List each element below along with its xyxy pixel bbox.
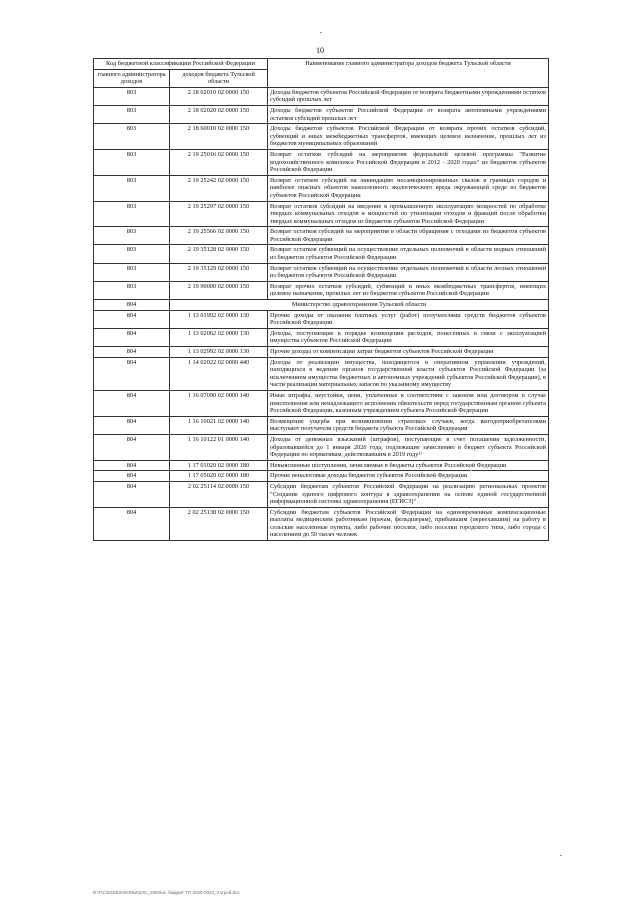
admin-code-cell: 803 bbox=[94, 245, 170, 263]
income-name-cell: Иные штрафы, неустойки, пени, уплаченные в соответствии с законом или договором в случае неисполнения или ненадлежащего исполнения обязательств перед государственным органом субъекта Российской Федерации, казенным учреждением субъекта Российской Федерации bbox=[268, 390, 549, 416]
table-row bbox=[94, 87, 549, 105]
table-row bbox=[94, 416, 549, 434]
table-row bbox=[94, 347, 549, 358]
income-name-cell: Прочие неналоговые доходы бюджетов субъектов Российской Федерации bbox=[268, 471, 549, 482]
income-code-cell: 1 17 05020 02 0000 180 bbox=[170, 471, 268, 482]
table-row bbox=[94, 471, 549, 482]
table-row bbox=[94, 124, 549, 150]
income-name-cell: Доходы бюджетов субъектов Российской Федерации от возврата прочих остатков субсидий, субвенций и иных межбюджетных трансфертов, имеющих целевое назначение, прошлых лет из бюджетов муниципальных образований bbox=[268, 124, 549, 150]
admin-code-cell: 803 bbox=[94, 105, 170, 123]
admin-code-cell: 803 bbox=[94, 149, 170, 175]
income-code-cell: 1 16 07090 02 0000 140 bbox=[170, 390, 268, 416]
income-name-cell: Прочие доходы от оказания платных услуг (работ) получателями средств бюджетов субъектов Российской Федерации bbox=[268, 310, 549, 328]
table-row bbox=[94, 357, 549, 390]
admin-code-cell: 804 bbox=[94, 357, 170, 390]
page-number: 10 bbox=[316, 46, 324, 55]
income-code-cell: 1 16 10021 02 0000 140 bbox=[170, 416, 268, 434]
income-code-cell: 2 19 25016 02 0000 150 bbox=[170, 149, 268, 175]
income-code-cell: 2 18 02010 02 0000 150 bbox=[170, 87, 268, 105]
kbk-header: Код бюджетной классификации Российской Федерации bbox=[94, 59, 268, 70]
admin-code-cell: 803 bbox=[94, 201, 170, 227]
table-row bbox=[94, 263, 549, 281]
scan-speck bbox=[320, 32, 322, 33]
admin-header: главного администратора доходов bbox=[94, 69, 170, 87]
income-name-cell: Возврат остатков субсидий на мероприятия федеральной целевой программы "Развитие водохозяйственного комплекса Российской Федерации в 2012 - 2020 годах" из бюджетов субъектов Российской Федерации bbox=[268, 149, 549, 175]
income-code-cell: 1 14 02022 02 0000 440 bbox=[170, 357, 268, 390]
admin-code-cell: 803 bbox=[94, 281, 170, 299]
income-name-cell: Возврат остатков субсидий на мероприятия в области обращения с отходами из бюджетов субъектов Российской Федерации bbox=[268, 227, 549, 245]
table-row bbox=[94, 281, 549, 299]
income-code-cell: 2 19 25566 02 0000 150 bbox=[170, 227, 268, 245]
table-body bbox=[94, 87, 549, 540]
admin-code-cell: 804 bbox=[94, 310, 170, 328]
income-code-cell: 1 13 02062 02 0000 130 bbox=[170, 328, 268, 346]
table-row bbox=[94, 149, 549, 175]
admin-code-cell: 804 bbox=[94, 416, 170, 434]
table-row bbox=[94, 434, 549, 460]
income-code-cell: 2 18 60010 02 0000 150 bbox=[170, 124, 268, 150]
table-row bbox=[94, 481, 549, 507]
admin-code-cell: 804 bbox=[94, 347, 170, 358]
admin-code-cell: 803 bbox=[94, 227, 170, 245]
table-row bbox=[94, 310, 549, 328]
income-code-cell: 2 02 25138 02 0000 150 bbox=[170, 507, 268, 540]
income-name-cell: Доходы от реализации имущества, находящегося в оперативном управлении учреждений, находящихся в ведении органов государственной власти субъектов Российской Федерации (за исключением имущества бюджетных и автономных учреждений субъектов Российской Федерации), в части реализации материальных запасов по указанному имуществу bbox=[268, 357, 549, 390]
income-name-cell: Субсидии бюджетам субъектов Российской Федерации на реализацию региональных проектов "Создание единого цифрового контура в здравоохранении на основе единой государственной информационной системы здравоохранения (ЕГИСЗ)" bbox=[268, 481, 549, 507]
scan-speck bbox=[470, 470, 472, 471]
income-header: доходов бюджета Тульской области bbox=[170, 69, 268, 87]
section-heading-cell: Министерство здравоохранения Тульской области bbox=[170, 300, 549, 311]
table-row bbox=[94, 201, 549, 227]
income-code-cell: 1 13 01992 02 0000 130 bbox=[170, 310, 268, 328]
income-code-cell: 1 17 01020 02 0000 180 bbox=[170, 460, 268, 471]
income-code-cell: 2 18 02020 02 0000 150 bbox=[170, 105, 268, 123]
name-header: Наименование главного администратора доходов бюджета Тульской области bbox=[268, 59, 549, 88]
table-row bbox=[94, 328, 549, 346]
income-code-cell: 1 16 10122 01 0000 140 bbox=[170, 434, 268, 460]
table-row bbox=[94, 390, 549, 416]
table-row bbox=[94, 175, 549, 201]
income-name-cell: Возврат остатков субвенций на осуществление отдельных полномочий в области лесных отношений из бюджетов субъектов Российской Федерации bbox=[268, 263, 549, 281]
income-code-cell: 2 19 25297 02 0000 150 bbox=[170, 201, 268, 227]
income-code-cell: 2 19 90000 02 0000 150 bbox=[170, 281, 268, 299]
admin-code-cell: 804 bbox=[94, 300, 170, 311]
table-row bbox=[94, 507, 549, 540]
income-name-cell: Субсидии бюджетам субъектов Российской Федерации на единовременные компенсационные выплаты медицинским работникам (врачам, фельдшерам), прибывшим (переехавшим) на работу в сельские населенные пункты, либо рабочие поселки, либо поселки городского типа, либо города с населением до 50 тысяч человек bbox=[268, 507, 549, 540]
income-name-cell: Прочие доходы от компенсации затрат бюджетов субъектов Российской Федерации bbox=[268, 347, 549, 358]
admin-code-cell: 803 bbox=[94, 124, 170, 150]
income-name-cell: Возврат остатков субсидий на введение в промышленную эксплуатацию мощностей по обработке твердых коммунальных отходов и мощностей по утилизации отходов и фракций после обработки твердых коммунальных отходов из бюджетов субъектов Российской Федерации bbox=[268, 201, 549, 227]
table-row bbox=[94, 460, 549, 471]
income-code-cell: 2 19 25242 02 0000 150 bbox=[170, 175, 268, 201]
revenue-classification-table bbox=[93, 58, 549, 541]
income-code-cell: 2 19 35128 02 0000 150 bbox=[170, 245, 268, 263]
admin-code-cell: 804 bbox=[94, 471, 170, 482]
admin-code-cell: 804 bbox=[94, 481, 170, 507]
income-name-cell: Невыясненные поступления, зачисляемые в бюджеты субъектов Российской Федерации bbox=[268, 460, 549, 471]
income-name-cell: Возврат остатков субсидий на ликвидацию несанкционированных свалок в границах городов и наиболее опасных объектов накопленного экологического вреда окружающей среде из бюджетов субъектов Российской Федерации bbox=[268, 175, 549, 201]
admin-code-cell: 804 bbox=[94, 507, 170, 540]
income-name-cell: Доходы бюджетов субъектов Российской Федерации от возврата автономными учреждениями остатков субсидий прошлых лет bbox=[268, 105, 549, 123]
admin-code-cell: 804 bbox=[94, 460, 170, 471]
file-path-footer: D:\Г\С\2020\ЗАКОНЫ\ЗАС_1902\ок. бюджет ТО 2020-2022_3 кгрэб.doc bbox=[93, 890, 240, 895]
admin-code-cell: 804 bbox=[94, 434, 170, 460]
admin-code-cell: 803 bbox=[94, 87, 170, 105]
income-name-cell: Возврат остатков субвенций на осуществление отдельных полномочий в области водных отношений из бюджетов субъектов Российской Федерации bbox=[268, 245, 549, 263]
income-code-cell: 1 13 02992 02 0000 130 bbox=[170, 347, 268, 358]
table-row bbox=[94, 105, 549, 123]
admin-code-cell: 804 bbox=[94, 390, 170, 416]
admin-code-cell: 803 bbox=[94, 263, 170, 281]
income-name-cell: Доходы, поступающие в порядке возмещения расходов, понесенных в связи с эксплуатацией имущества субъектов Российской Федерации bbox=[268, 328, 549, 346]
income-name-cell: Доходы бюджетов субъектов Российской Федерации от возврата бюджетными учреждениями остатков субсидий прошлых лет bbox=[268, 87, 549, 105]
table-header-row bbox=[94, 59, 549, 70]
income-code-cell: 2 19 35129 02 0000 150 bbox=[170, 263, 268, 281]
section-heading-row bbox=[94, 300, 549, 311]
table-row bbox=[94, 245, 549, 263]
income-name-cell: Возмещение ущерба при возникновении страховых случаев, когда выгодоприобретателями выступают получатели средств бюджета субъекта Российской Федерации bbox=[268, 416, 549, 434]
income-name-cell: Доходы от денежных взысканий (штрафов), поступающие в счет погашения задолженности, образовавшейся до 1 января 2020 года, подлежащие зачислению в бюджет субъекта Российской Федерации по нормативам, действовавшим в 2019 году¹⁾ bbox=[268, 434, 549, 460]
scan-speck bbox=[560, 855, 562, 856]
admin-code-cell: 804 bbox=[94, 328, 170, 346]
table-row bbox=[94, 227, 549, 245]
income-code-cell: 2 02 25114 02 0000 150 bbox=[170, 481, 268, 507]
admin-code-cell: 803 bbox=[94, 175, 170, 201]
income-name-cell: Возврат прочих остатков субсидий, субвенций и иных межбюджетных трансфертов, имеющих целевое назначение, прошлых лет из бюджетов субъектов Российской Федерации bbox=[268, 281, 549, 299]
